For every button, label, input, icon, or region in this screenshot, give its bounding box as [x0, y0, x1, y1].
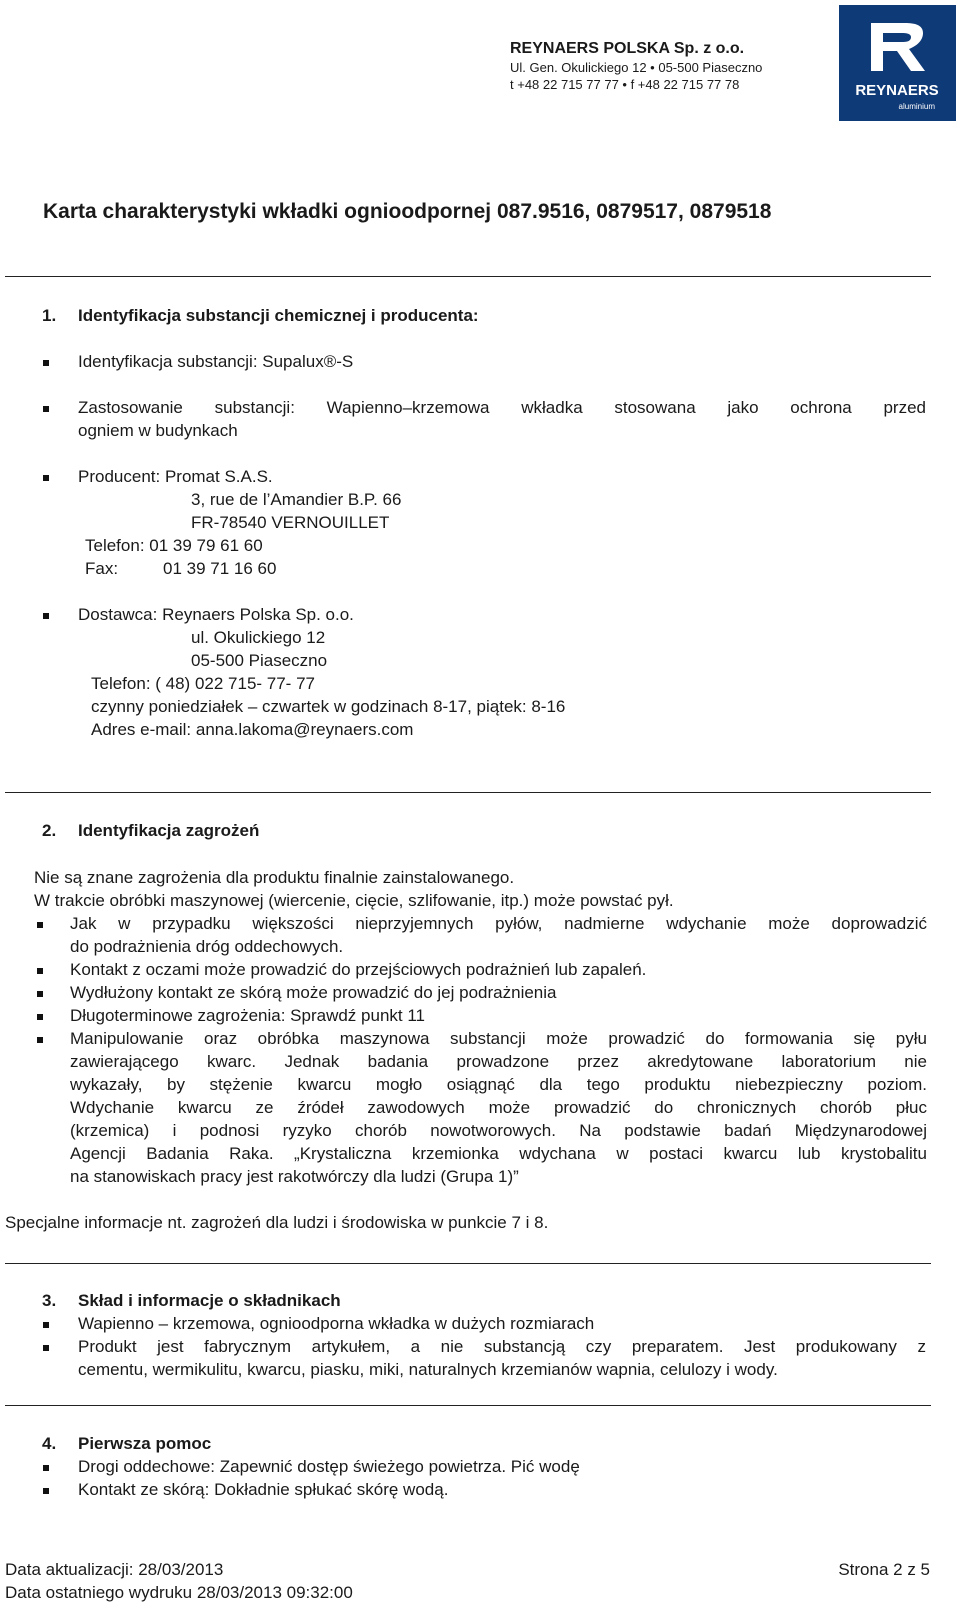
document-title: Karta charakterystyki wkładki ognioodpornej 087.9516, 0879517, 0879518 — [43, 200, 772, 223]
hazard-dust: Jak w przypadku większości nieprzyjemnych pyłów, nadmierne wdychanie może doprowadzić do podrażnienia dróg oddechowych. — [70, 914, 927, 956]
special-information: Specjalne informacje nt. zagrożeń dla ludzi i środowiska w punkcie 7 i 8. — [5, 1213, 549, 1232]
divider — [5, 792, 931, 793]
bullet-icon — [43, 1488, 49, 1494]
first-aid-respiratory: Drogi oddechowe: Zapewnić dostęp świeżego powietrza. Pić wodę — [78, 1457, 580, 1476]
supplier-address-1: ul. Okulickiego 12 — [191, 628, 326, 647]
bullet-icon — [37, 1014, 43, 1020]
hazard-quartz: Manipulowanie oraz obróbka maszynowa substancji może prowadzić do formowania się pyłu zawierającego kwarc. Jednak badania prowadzone przez akredytowane laboratorium nie wykazały, by stężenie kwarcu mogło osiągnąć dla tego produktu niebezpieczny poziom. Wdychanie kwarcu ze źródeł zawodowych może prowadzić do chronicznych chorób płuc (krzemica) i podnosi ryzyko chorób nowotworowych. Na podstawie badań Międzynarodowej Agencji Badania Raka. „Krystaliczna krzemionka wdychana w postaci kwarcu lub krystobalitu na stanowiskach pracy jest rakotwórczy dla ludzi (Grupa 1)” — [70, 1029, 927, 1186]
company-name: REYNAERS POLSKA Sp. z o.o. — [510, 40, 745, 57]
bullet-icon — [43, 613, 49, 619]
logo-text: REYNAERS — [855, 82, 939, 99]
producent-fax-label: Fax: — [85, 559, 119, 578]
first-aid-skin: Kontakt ze skórą: Dokładnie spłukać skórę wodą. — [78, 1480, 449, 1499]
footer-updated: Data aktualizacji: 28/03/2013 — [5, 1560, 224, 1579]
substance-use: Zastosowanie substancji: Wapienno–krzemowa wkładka stosowana jako ochrona przed ogniem w budynkach — [78, 398, 926, 440]
section-1-number: 1. — [42, 306, 57, 325]
section-1-heading: Identyfikacja substancji chemicznej i producenta: — [78, 306, 479, 325]
producent-address-2: FR-78540 VERNOUILLET — [191, 513, 390, 532]
producent-address-1: 3, rue de l’Amandier B.P. 66 — [191, 490, 402, 509]
composition-2: Produkt jest fabrycznym artykułem, a nie substancją czy preparatem. Jest produkowany z cementu, wermikulitu, kwarcu, piasku, miki, naturalnych krzemianów wapnia, celulozy i wody. — [78, 1337, 926, 1379]
supplier-phone: Telefon: ( 48) 022 715- 77- 77 — [91, 674, 315, 693]
bullet-icon — [37, 968, 43, 974]
hazard-longterm: Długoterminowe zagrożenia: Sprawdź punkt 11 — [70, 1006, 425, 1025]
bullet-icon — [43, 1322, 49, 1328]
bullet-icon — [43, 1345, 49, 1351]
bullet-icon — [43, 1465, 49, 1471]
section-3-heading: Skład i informacje o składnikach — [78, 1291, 341, 1310]
footer-page-number: Strona 2 z 5 — [838, 1560, 930, 1579]
composition-1: Wapienno – krzemowa, ognioodporna wkładka w dużych rozmiarach — [78, 1314, 595, 1333]
producent-phone: Telefon: 01 39 79 61 60 — [85, 536, 263, 555]
logo-r-icon — [839, 5, 956, 121]
producent-fax: 01 39 71 16 60 — [163, 559, 277, 578]
footer-printed: Data ostatniego wydruku 28/03/2013 09:32:00 — [5, 1583, 353, 1602]
section-2-number: 2. — [42, 821, 57, 840]
supplier: Dostawca: Reynaers Polska Sp. o.o. — [78, 605, 354, 624]
company-address: Ul. Gen. Okulickiego 12 • 05-500 Piaseczno — [510, 60, 763, 75]
hazard-skin: Wydłużony kontakt ze skórą może prowadzić do jej podrażnienia — [70, 983, 557, 1002]
bullet-icon — [37, 922, 43, 928]
bullet-icon — [43, 406, 49, 412]
section-3-number: 3. — [42, 1291, 57, 1310]
section-2-heading: Identyfikacja zagrożeń — [78, 821, 260, 840]
bullet-icon — [37, 991, 43, 997]
bullet-icon — [43, 360, 49, 366]
producent: Producent: Promat S.A.S. — [78, 467, 273, 486]
section-4-heading: Pierwsza pomoc — [78, 1434, 212, 1453]
logo-subtext: aluminium — [898, 102, 935, 111]
divider — [5, 1405, 931, 1406]
divider — [5, 1263, 931, 1264]
substance-identification: Identyfikacja substancji: Supalux®-S — [78, 352, 354, 371]
bullet-icon — [37, 1037, 43, 1043]
hazard-paragraph-2: W trakcie obróbki maszynowej (wiercenie, cięcie, szlifowanie, itp.) może powstać pył. — [34, 891, 674, 910]
hazard-eyes: Kontakt z oczami może prowadzić do przejściowych podrażnień lub zapaleń. — [70, 960, 647, 979]
supplier-email: Adres e-mail: anna.lakoma@reynaers.com — [91, 720, 414, 739]
section-4-number: 4. — [42, 1434, 57, 1453]
supplier-address-2: 05-500 Piaseczno — [191, 651, 328, 670]
hazard-paragraph-1: Nie są znane zagrożenia dla produktu finalnie zainstalowanego. — [34, 868, 515, 887]
supplier-hours: czynny poniedziałek – czwartek w godzinach 8-17, piątek: 8-16 — [91, 697, 566, 716]
divider — [5, 276, 931, 277]
bullet-icon — [43, 475, 49, 481]
reynaers-logo — [839, 5, 956, 121]
company-phone: t +48 22 715 77 77 • f +48 22 715 77 78 — [510, 77, 740, 92]
